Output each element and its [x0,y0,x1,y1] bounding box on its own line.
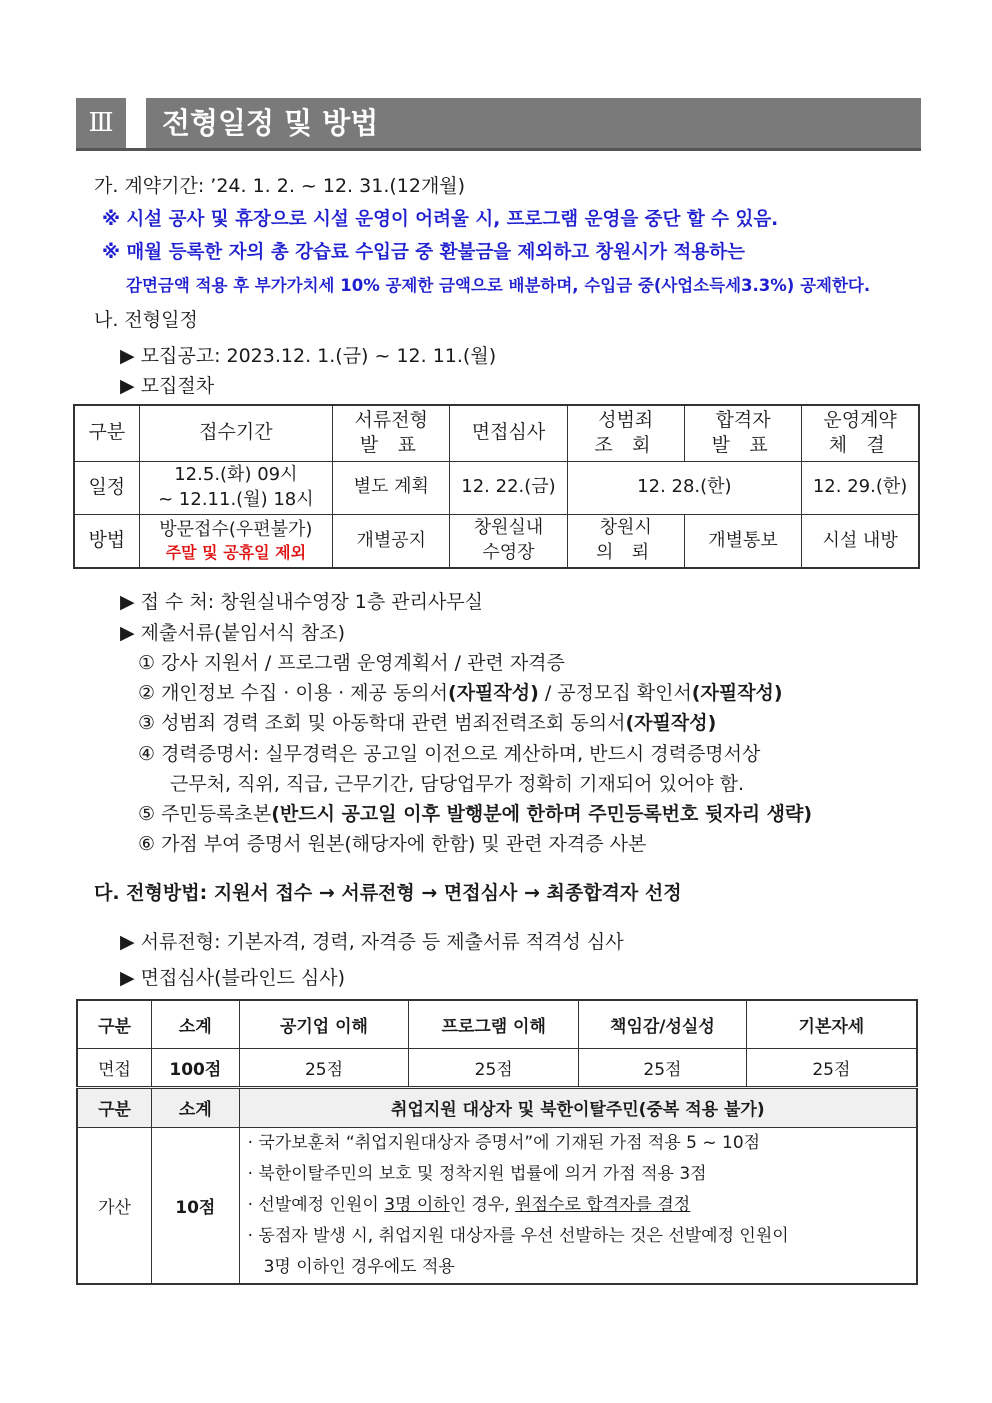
row-label-method: 방법 [74,514,139,568]
header-doc-screening-line1: 서류전형 [354,408,428,431]
bonus-item-cont: 3명 이하인 경우에도 적용 [263,1256,455,1277]
method-interview [450,514,567,568]
header-doc-screening [333,405,450,461]
schedule-interview: 12. 22.(금) [450,461,567,514]
doc-item: ⑥ 가점 부여 증명서 원본(해당자에 한함) 및 관련 자격증 사본 [138,833,647,855]
header-contract-line1: 운영계약 [823,408,897,431]
procedure-table [73,404,920,569]
table-header-row [77,1000,917,1048]
header-crime-check [567,405,684,461]
header-subtotal: 소계 [152,1000,240,1048]
method-check [567,514,684,568]
header-result [684,405,801,461]
header-responsibility: 책임감/성실성 [579,1000,747,1048]
doc-item: ⑤ 주민등록초본(반드시 공고일 이후 발행분에 한하며 주민등록번호 뒷자리 생략) [138,803,813,825]
bonus-item: · 북한이탈주민의 보호 및 정착지원 법률에 의거 가점 적용 3점 [247,1163,707,1184]
row-label-bonus: 가산 [77,1127,152,1284]
method-interview-line1: 창원실내 [473,517,544,539]
header-public-enterprise: 공기업 이해 [239,1000,409,1048]
table-header-row [74,405,919,461]
schedule-period-start: 12.5.(화) 09시 [174,464,298,486]
row-label-interview: 면접 [77,1048,152,1087]
doc-item-cont: 근무처, 직위, 직급, 근무기간, 담당업무가 정확히 기재되어 있어야 함. [170,773,745,795]
method-period-line1: 방문접수(우편불가) [159,518,313,540]
bullet-interview: ▶ 면접심사(블라인드 심사) [120,967,346,989]
score-attitude: 25점 [746,1048,917,1087]
bullet-announcement: ▶ 모집공고: 2023.12. 1.(금) ~ 12. 11.(월) [120,345,497,367]
interview-score-table [76,999,918,1285]
table-row [74,514,919,568]
method-check-line1: 창원시 [599,517,652,539]
header-divider [76,148,921,151]
method-check-line2: 의 뢰 [596,541,656,563]
bonus-total: 10점 [152,1127,240,1284]
note-facility: ※ 시설 공사 및 휴장으로 시설 운영이 어려울 시, 프로그램 운영을 중단 할 수 있음. [102,209,779,230]
header-bonus: 취업지원 대상자 및 북한이탈주민(중복 적용 불가) [239,1087,917,1127]
bonus-details [239,1127,917,1284]
header-subtotal: 소계 [152,1087,240,1127]
schedule-heading: 나. 전형일정 [94,309,198,331]
header-contract [802,405,919,461]
schedule-check-result: 12. 28.(한) [567,461,802,514]
schedule-period [139,461,332,514]
table-row [74,461,919,514]
doc-item: ③ 성범죄 경력 조회 및 아동학대 관련 범죄전력조회 동의서(자필작성) [138,712,717,734]
method-result: 개별통보 [684,514,801,568]
doc-item: ④ 경력증명서: 실무경력은 공고일 이전으로 계산하며, 반드시 경력증명서상 [138,743,761,765]
bullet-procedure: ▶ 모집절차 [120,375,215,397]
header-period: 접수기간 [139,405,332,461]
interview-total: 100점 [152,1048,240,1087]
method-doc: 개별공지 [333,514,450,568]
header-crime-check-line2: 조 회 [594,434,658,457]
table-row [77,1048,917,1087]
header-doc-screening-line2: 발 표 [359,434,423,457]
header-result-line1: 합격자 [715,408,771,431]
bullet-documents: ▶ 제출서류(붙임서식 참조) [120,622,346,644]
method-period [139,514,332,568]
header-attitude: 기본자세 [746,1000,917,1048]
score-public-enterprise: 25점 [239,1048,409,1087]
bonus-item: · 선발예정 인원이 3명 이하인 경우, 원점수로 합격자를 결정 [247,1194,691,1215]
header-crime-check-line1: 성범죄 [598,408,654,431]
method-heading: 다. 전형방법: 지원서 접수 → 서류전형 → 면접심사 → 최종합격자 선정 [94,882,682,904]
header-contract-line2: 체 결 [828,434,892,457]
score-responsibility: 25점 [579,1048,747,1087]
header-result-line2: 발 표 [711,434,775,457]
header-category: 구분 [77,1000,152,1048]
doc-item: ① 강사 지원서 / 프로그램 운영계획서 / 관련 자격증 [138,652,565,674]
method-contract: 시설 내방 [802,514,919,568]
header-program: 프로그램 이해 [409,1000,579,1048]
table-row [77,1127,917,1284]
row-label-schedule: 일정 [74,461,139,514]
method-interview-line2: 수영장 [482,541,535,563]
schedule-period-end: ~ 12.11.(월) 18시 [158,488,314,510]
bullet-reception: ▶ 접 수 처: 창원실내수영장 1층 관리사무실 [120,591,484,613]
table-header-row [77,1087,917,1127]
doc-item: ② 개인정보 수집 · 이용 · 제공 동의서(자필작성) / 공정모집 확인서(자필작성) [138,682,783,704]
bullet-doc-screening: ▶ 서류전형: 기본자격, 경력, 자격증 등 제출서류 적격성 심사 [120,931,624,953]
section-number: Ⅲ [76,98,126,148]
section-title: 전형일정 및 방법 [146,98,921,148]
header-category: 구분 [74,405,139,461]
note-revenue-line1: ※ 매월 등록한 자의 총 강습료 수입금 중 환불금을 제외하고 창원시가 적용하는 [102,242,745,263]
score-program: 25점 [409,1048,579,1087]
schedule-doc: 별도 계획 [333,461,450,514]
bonus-item: · 동점자 발생 시, 취업지원 대상자를 우선 선발하는 것은 선발예정 인원이 [247,1225,789,1246]
method-period-exclusion: 주말 및 공휴일 제외 [165,543,307,563]
note-revenue-line2: 감면금액 적용 후 부가가치세 10% 공제한 금액으로 배분하며, 수입금 중(사업소득세3.3%) 공제한다. [126,276,871,295]
header-interview: 면접심사 [450,405,567,461]
bonus-item: · 국가보훈처 “취업지원대상자 증명서”에 기재된 가점 적용 5 ~ 10점 [247,1132,761,1153]
header-category: 구분 [77,1087,152,1127]
schedule-contract: 12. 29.(한) [802,461,919,514]
contract-period-heading: 가. 계약기간: ’24. 1. 2. ~ 12. 31.(12개월) [94,175,466,197]
